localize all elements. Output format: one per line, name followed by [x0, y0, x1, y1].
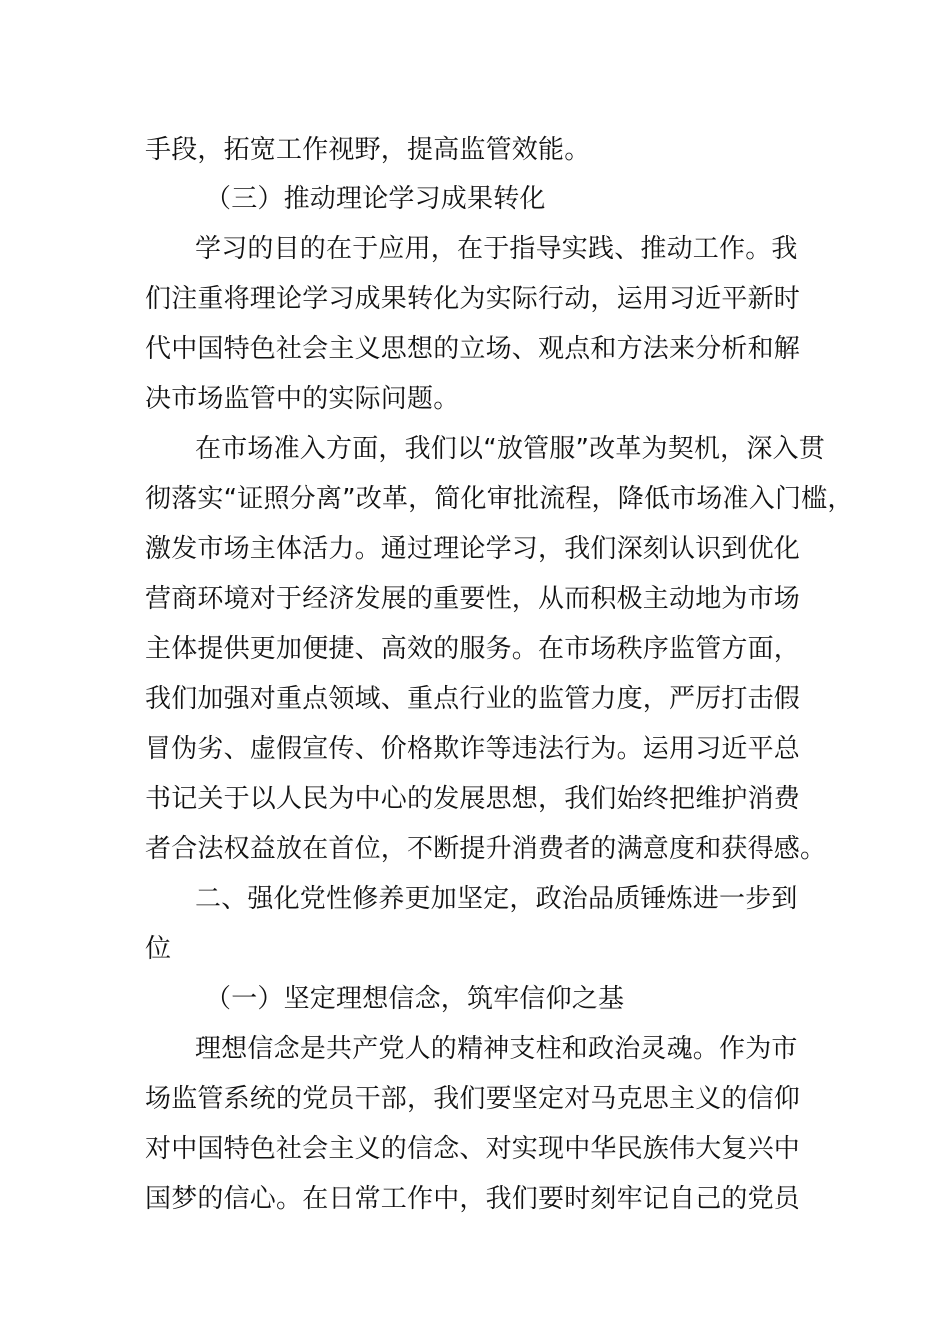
text-line: 营商环境对于经济发展的重要性，从而积极主动地为市场	[145, 584, 801, 614]
paragraph-first-line: 学习的目的在于应用，在于指导实践、推动工作。我	[195, 234, 798, 264]
chapter-heading-continuation: 位	[145, 934, 172, 964]
text-line: 书记关于以人民为中心的发展思想，我们始终把维护消费	[145, 784, 801, 814]
text-line: 激发市场主体活力。通过理论学习，我们深刻认识到优化	[145, 534, 801, 564]
section-heading: （三）推动理论学习成果转化	[205, 184, 546, 214]
text-line: 对中国特色社会主义的信念、对实现中华民族伟大复兴中	[145, 1134, 801, 1164]
paragraph-first-line: 理想信念是共产党人的精神支柱和政治灵魂。作为市	[195, 1034, 798, 1064]
text-line: 决市场监管中的实际问题。	[145, 384, 460, 414]
text-line: 国梦的信心。在日常工作中，我们要时刻牢记自己的党员	[145, 1184, 801, 1214]
paragraph-first-line: 在市场准入方面，我们以“放管服”改革为契机，深入贯	[195, 434, 825, 464]
text-line: 手段，拓宽工作视野，提高监管效能。	[145, 135, 591, 165]
text-line: 们注重将理论学习成果转化为实际行动，运用习近平新时	[145, 284, 801, 314]
text-line: 冒伪劣、虚假宣传、价格欺诈等违法行为。运用习近平总	[145, 734, 801, 764]
text-line: 彻落实“证照分离”改革，简化审批流程，降低市场准入门槛，	[145, 484, 854, 514]
section-heading: （一）坚定理想信念，筑牢信仰之基	[205, 984, 625, 1014]
chapter-heading: 二、强化党性修养更加坚定，政治品质锤炼进一步到	[195, 884, 798, 914]
text-line: 者合法权益放在首位，不断提升消费者的满意度和获得感。	[145, 834, 827, 864]
text-line: 主体提供更加便捷、高效的服务。在市场秩序监管方面，	[145, 634, 801, 664]
text-line: 场监管系统的党员干部，我们要坚定对马克思主义的信仰	[145, 1084, 801, 1114]
text-line: 代中国特色社会主义思想的立场、观点和方法来分析和解	[145, 334, 801, 364]
text-line: 我们加强对重点领域、重点行业的监管力度，严厉打击假	[145, 684, 801, 714]
